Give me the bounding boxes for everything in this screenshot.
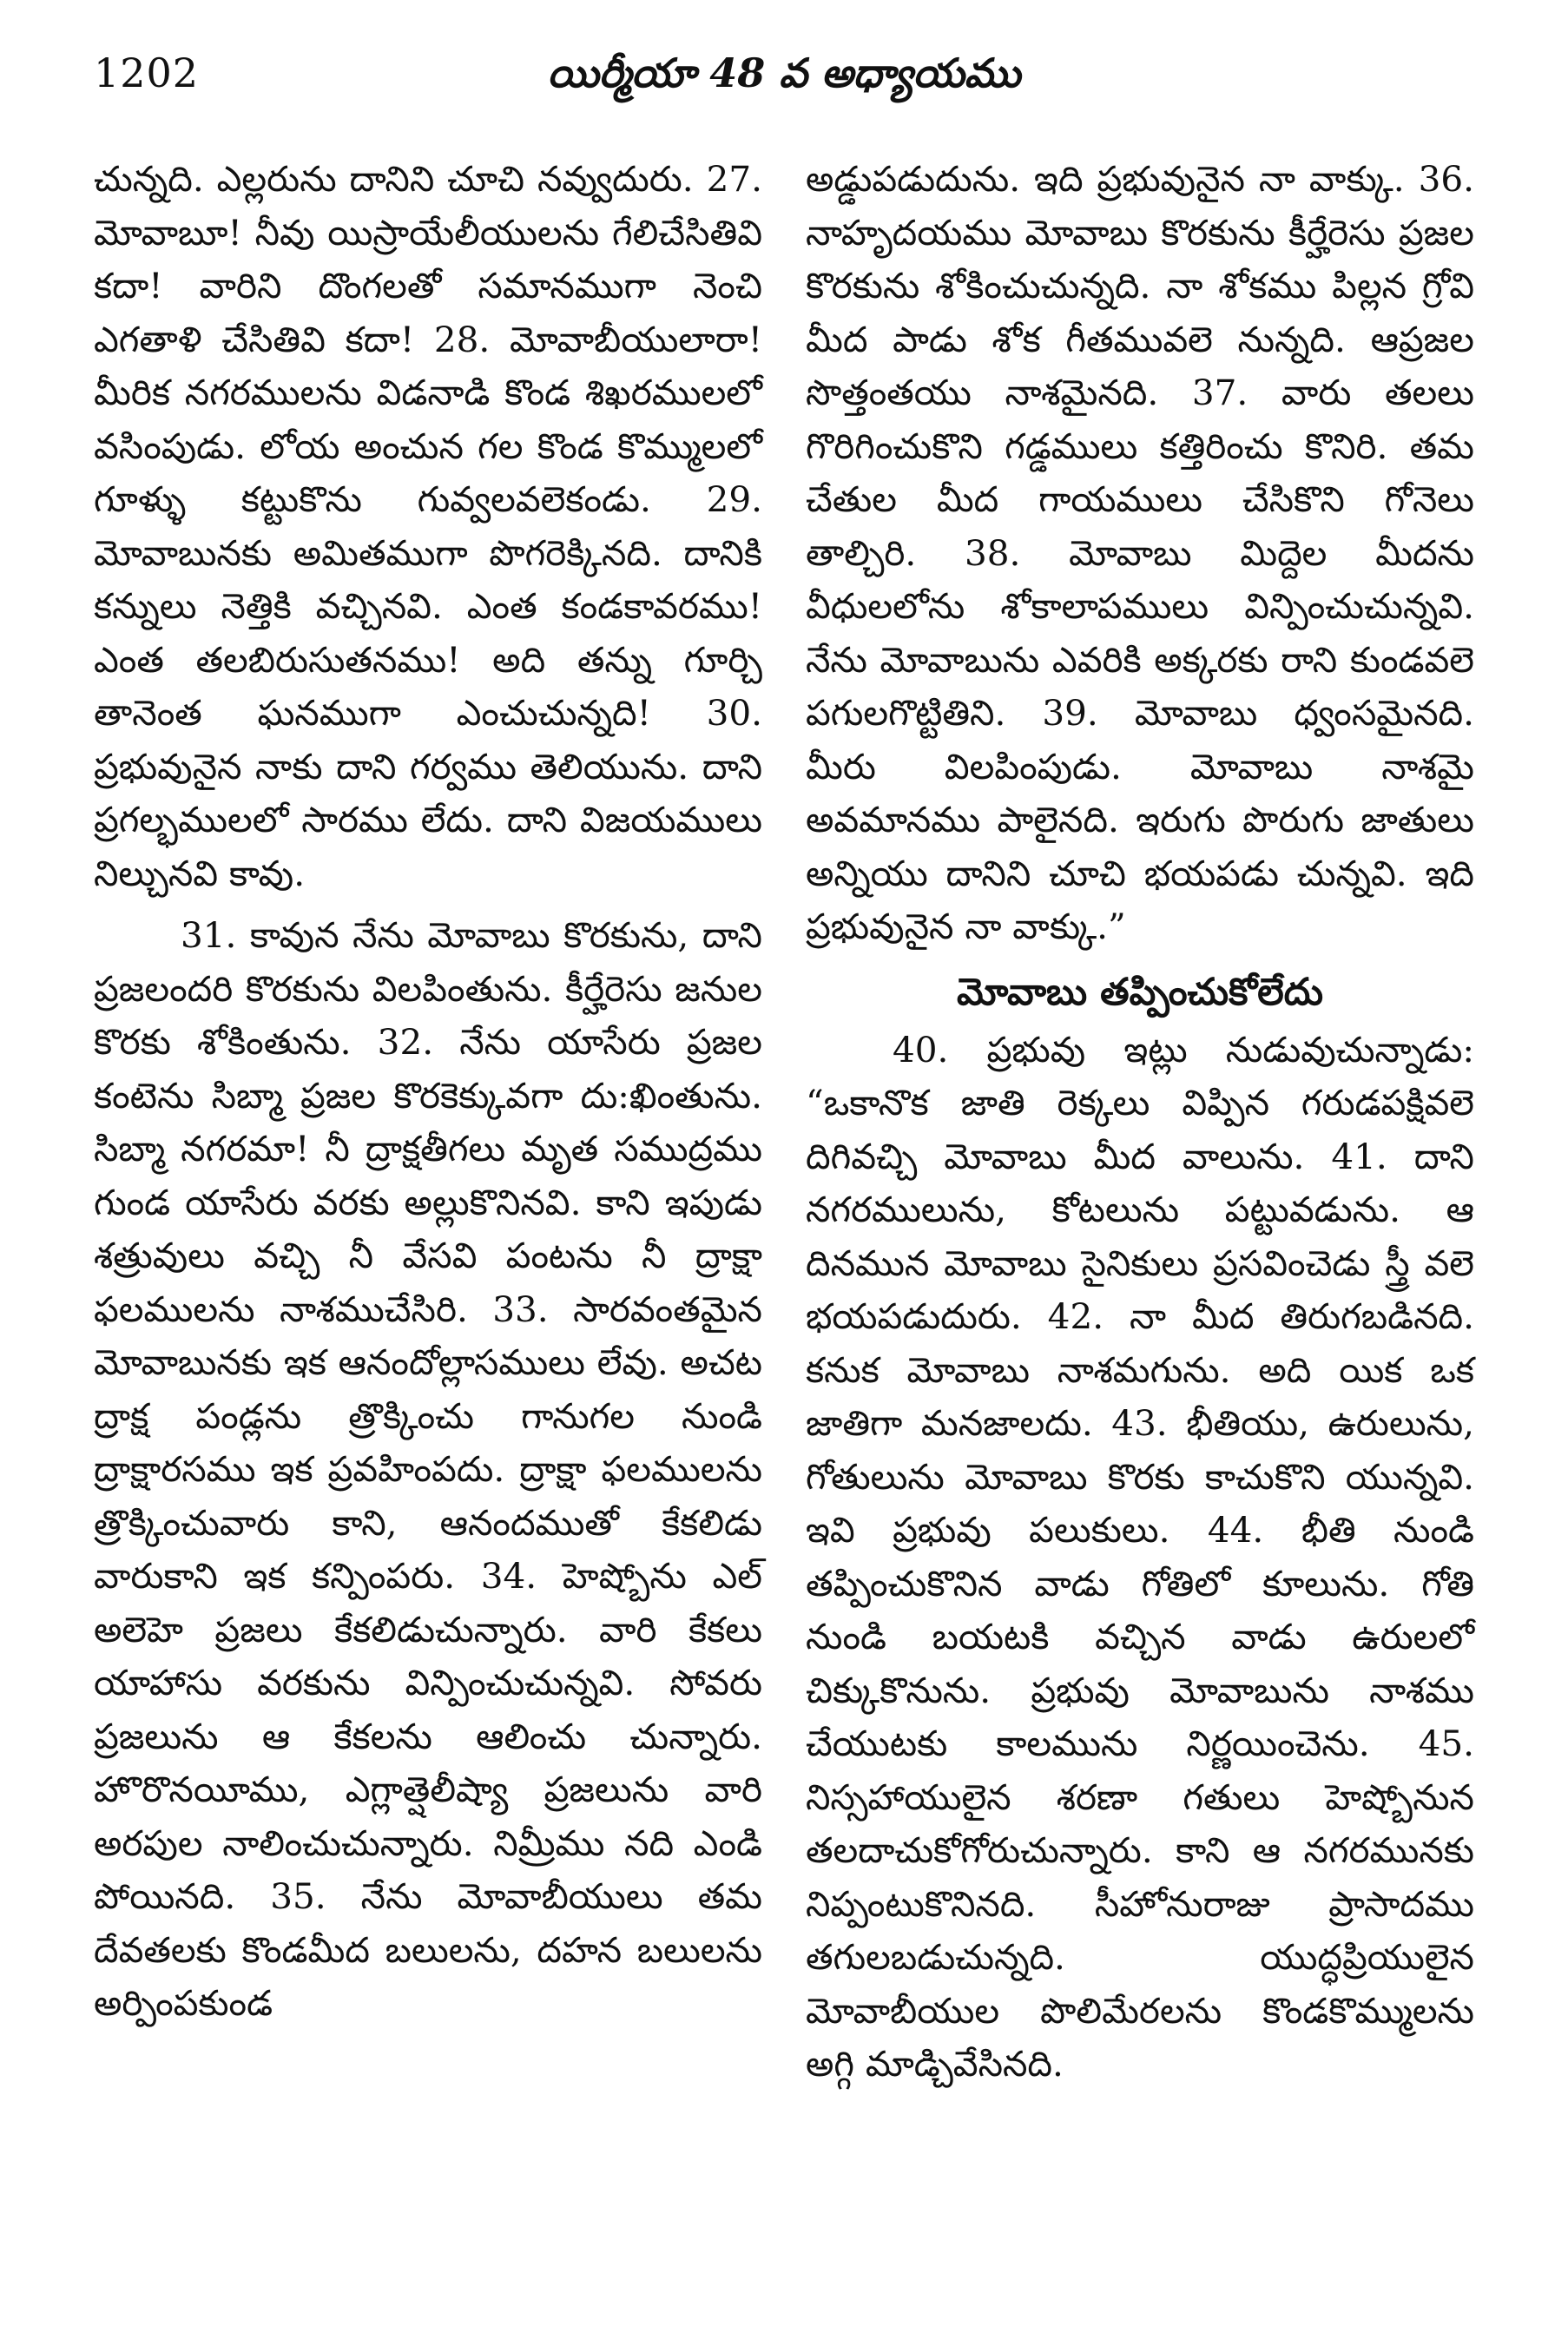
section-heading: మోవాబు తప్పించుకోలేదు: [957, 970, 1323, 1014]
paragraph: చున్నది. ఎల్లరును దానిని చూచి నవ్వుదురు. 27. మోవాబూ! నీవు యిస్రాయేలీయులను గేలిచేసితివి కదా! వారిని దొంగలతో సమానముగా నెంచి ఎగతాళి చేసితివి కదా! 28. మోవాబీయులారా! మీరిక నగరములను విడనాడి కొండ శిఖరములలో వసింపుడు. లోయ అంచున గల కొండ కొమ్ములలో గూళ్ళు కట్టుకొను గువ్వలవలెకండు. 29. మోవాబునకు అమితముగా పొగరెక్కినది. దానికి కన్నులు నెత్తికి వచ్చినవి. ఎంత కండకావరము! ఎంత తలబిరుసుతనము! అది తన్ను గూర్చి తానెంత ఘనముగా ఎంచుచున్నది! 30. ప్రభువునైన నాకు దాని గర్వము తెలియును. దాని ప్రగల్భములలో సారము లేదు. దాని విజయములు నిల్చునవి కావు.: [94, 158, 762, 894]
page-header: [94, 45, 1474, 106]
paragraph: 31. కావున నేను మోవాబు కొరకును, దాని ప్రజలందరి కొరకును విలపింతును. కీర్హేరెసు జనుల కొరకు శోకింతును. 32. నేను యాసేరు ప్రజల కంటెను సిబ్మా ప్రజల కొరకెక్కువగా దు:ఖింతును. సిబ్మా నగరమా! నీ ద్రాక్షతీగలు మృత సముద్రము గుండ యాసేరు వరకు అల్లుకొనినవి. కాని ఇపుడు శత్రువులు వచ్చి నీ వేసవి పంటను నీ ద్రాక్షా ఫలములను నాశముచేసిరి. 33. సారవంతమైన మోవాబునకు ఇక ఆనందోల్లాసములు లేవు. అచట ద్రాక్ష పండ్లను త్రొక్కించు గానుగల నుండి ద్రాక్షారసము ఇక ప్రవహింపదు. ద్రాక్షా ఫలములను త్రొక్కించువారు కాని, ఆనందముతో కేకలిడు వారుకాని ఇక కన్పింపరు. 34. హెష్బోను ఎల్ అలెహె ప్రజలు కేకలిడుచున్నారు. వారి కేకలు యాహాసు వరకును విన్పించుచున్నవి. సోవరు ప్రజలును ఆ కేకలను ఆలించు చున్నారు. హొరొనయీము, ఎగ్లాత్షెలీష్యా ప్రజలును వారి అరపుల నాలించుచున్నారు. నిమ్రీము నది ఎండి పోయినది. 35. నేను మోవాబీయులు తమ దేవతలకు కొండమీద బలులను, దహన బలులను అర్పింపకుండ: [94, 914, 762, 2024]
paragraph: 40. ప్రభువు ఇట్లు నుడువుచున్నాడు: “ఒకానొక జాతి రెక్కలు విప్పిన గరుడపక్షివలె దిగివచ్చి మోవాబు మీద వాలును. 41. దాని నగరములును, కోటలును పట్టువడును. ఆ దినమున మోవాబు సైనికులు ప్రసవించెడు స్త్రీ వలె భయపడుదురు. 42. నా మీద తిరుగబడినది. కనుక మోవాబు నాశమగును. అది యిక ఒక జాతిగా మనజాలదు. 43. భీతియు, ఉరులును, గోతులును మోవాబు కొరకు కాచుకొని యున్నవి. ఇవి ప్రభువు పలుకులు. 44. భీతి నుండి తప్పించుకొనిన వాడు గోతిలో కూలును. గోతి నుండి బయటకి వచ్చిన వాడు ఉరులలో చిక్కుకొనును. ప్రభువు మోవాబును నాశము చేయుటకు కాలమును నిర్ణయించెను. 45. నిస్సహాయులైన శరణా గతులు హెష్బోనున తలదాచుకోగోరుచున్నారు. కాని ఆ నగరమునకు నిప్పంటుకొనినది. సీహోనురాజు ప్రాసాదము తగులబడుచున్నది. యుద్ధప్రియులైన మోవాబీయుల పొలిమేరలను కొండకొమ్ములను అగ్గి మాడ్చివేసినది.: [806, 1028, 1474, 2085]
running-title: యిర్మీయా 48 వ అధ్యాయము: [547, 49, 1021, 96]
paragraph: అడ్డుపడుదును. ఇది ప్రభువునైన నా వాక్కు. 36. నాహృదయము మోవాబు కొరకును కీర్హేరెసు ప్రజల కొరకును శోకించుచున్నది. నా శోకము పిల్లన గ్రోవి మీద పాడు శోక గీతమువలె నున్నది. ఆప్రజల సొత్తంతయు నాశమైనది. 37. వారు తలలు గొరిగించుకొని గడ్డములు కత్తిరించు కొనిరి. తమ చేతుల మీద గాయములు చేసికొని గోనెలు తాల్చిరి. 38. మోవాబు మిద్దెల మీదను వీధులలోను శోకాలాపములు విన్పించుచున్నవి. నేను మోవాబును ఎవరికి అక్కరకు రాని కుండవలె పగులగొట్టితిని. 39. మోవాబు ధ్వంసమైనది. మీరు విలపింపుడు. మోవాబు నాశమై అవమానము పాలైనది. ఇరుగు పొరుగు జాతులు అన్నియు దానిని చూచి భయపడు చున్నవి. ఇది ప్రభువునైన నా వాక్కు.”: [806, 158, 1474, 947]
page-number: 1202: [94, 49, 200, 96]
right-column: [806, 153, 1474, 2323]
left-column: [94, 153, 762, 2323]
